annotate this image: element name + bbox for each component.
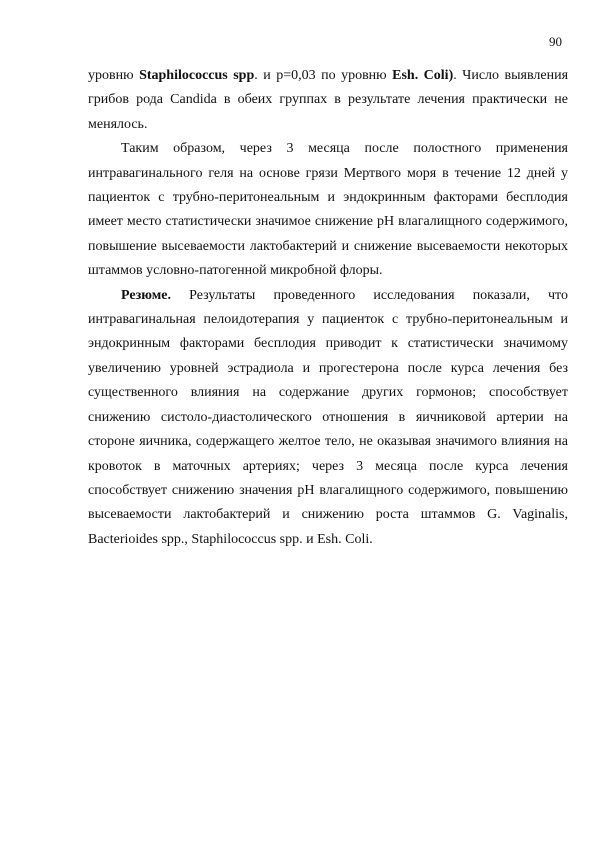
text-span: . и p=0,03 по уровню — [254, 68, 393, 83]
bold-term-esh-coli: Esh. Coli) — [392, 68, 454, 83]
bold-term-staphilococcus: Staphilococcus spp — [139, 68, 255, 83]
summary-text: Результаты проведенного исследования показали, что интравагинальная пелоидотерапия у пациенток с трубно-перитонеальным и эндокринным факторами бесплодия приводит к статистически значимому увеличению уровней эстрадиола и прогестерона после курса лечения без существенного влияния на содержание других гормонов; способствует снижению систоло-диастолического отношения в яичниковой артерии на стороне яичника, содержащего желтое тело, не оказывая значимого влияния на кровоток в маточных артериях; через 3 месяца после курса лечения способствует снижению значения pH влагалищного содержимого, повышению высеваемости лактобактерий и снижению роста штаммов G. Vaginalis, Bacterioides spp., Staphilococcus spp. и Esh. Coli. — [88, 287, 568, 547]
paragraph-continuation — [88, 64, 568, 137]
summary-lead: Резюме. — [121, 287, 171, 303]
text-span: . Число выявления грибов рода Candida в обеих группах в результате лечения практически не менялось. — [88, 68, 569, 132]
paragraph-summary — [88, 284, 568, 552]
paragraph-conclusion: Таким образом, через 3 месяца после полостного применения интравагинального геля на основе грязи Мертвого моря в течение 12 дней у пациенток с трубно-перитонеальным и эндокринным факторами бесплодия имеет место статистически значимое снижение pH влагалищного содержимого, повышение высеваемости лактобактерий и снижение высеваемости некоторых штаммов условно-патогенной микробной флоры. — [88, 141, 568, 279]
text-span: уровню — [88, 68, 140, 83]
page-number: 90 — [549, 34, 562, 49]
body-text — [88, 64, 568, 552]
